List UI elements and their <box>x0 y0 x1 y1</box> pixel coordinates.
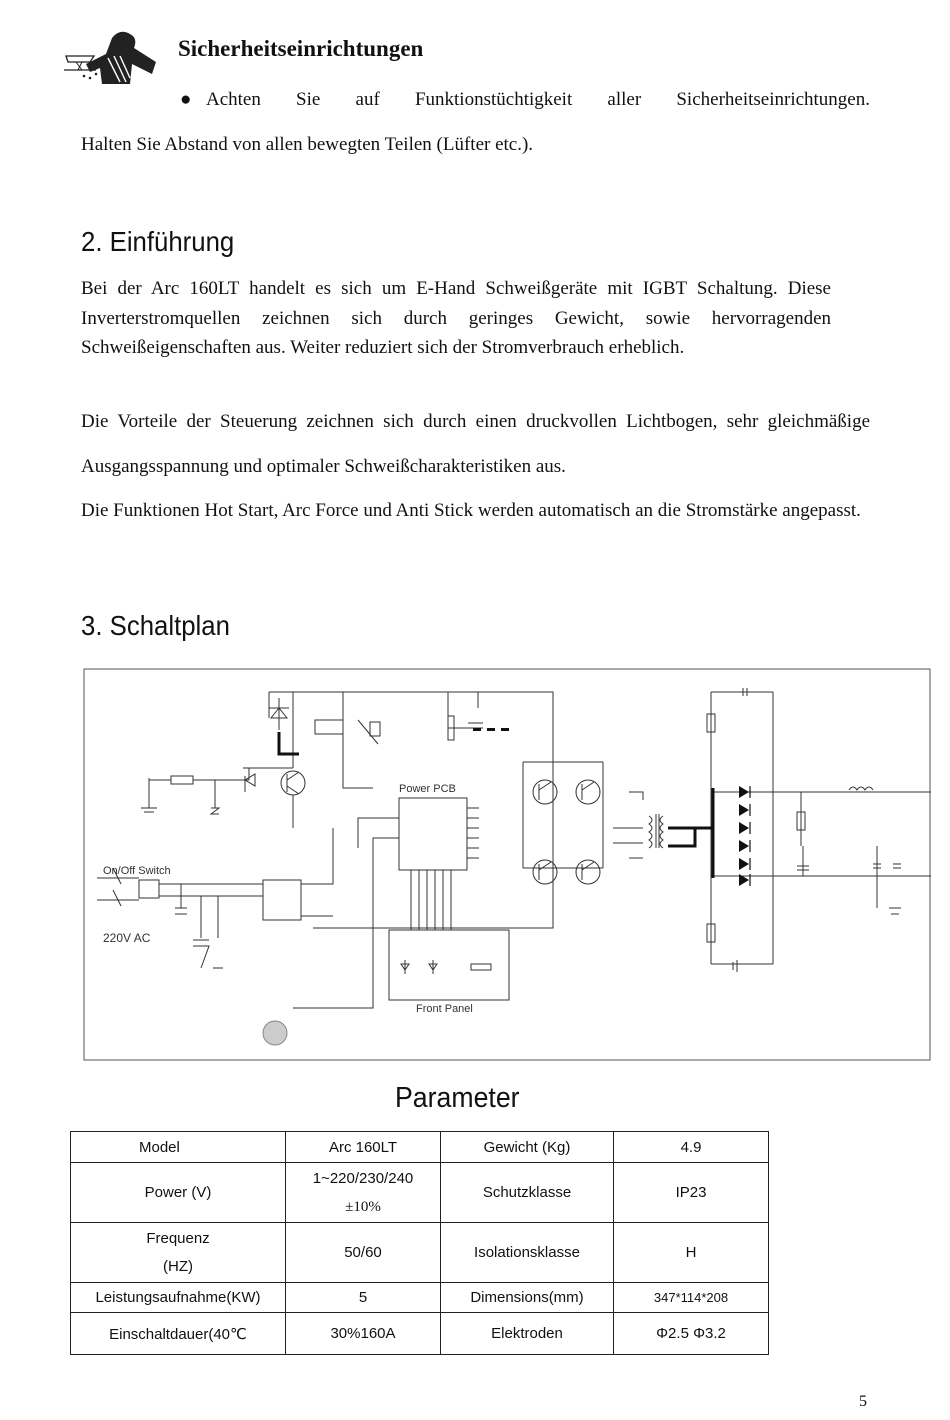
label-on-off-switch: On/Off Switch <box>103 865 171 877</box>
safety-bullet-text: Achten Sie auf Funktionstüchtigkeit aller Sicherheitseinrichtungen. <box>206 89 870 110</box>
frequency-unit: (HZ) <box>163 1257 193 1275</box>
table-cell: 4.9 <box>614 1132 769 1163</box>
table-cell: Schutzklasse <box>441 1163 614 1223</box>
label-220v-ac: 220V AC <box>103 931 151 945</box>
table-cell: H <box>614 1223 769 1283</box>
parameter-table <box>70 1131 769 1355</box>
welder-logo-icon <box>60 28 162 91</box>
safety-section-title: Sicherheitseinrichtungen <box>178 36 424 61</box>
page-number: 5 <box>859 1393 867 1410</box>
parameter-title: Parameter <box>395 1082 520 1114</box>
intro-paragraph-3: Die Funktionen Hot Start, Arc Force und Anti Stick werden automatisch an die Stromstärke angepasst. <box>81 500 861 521</box>
table-cell: Elektroden <box>441 1313 614 1355</box>
table-cell: Model <box>71 1132 286 1163</box>
table-cell: 50/60 <box>286 1223 441 1283</box>
circuit-diagram <box>83 668 931 1067</box>
power-tolerance: ±10% <box>345 1198 381 1215</box>
table-cell: 347*114*208 <box>614 1283 769 1313</box>
bullet-icon: ● <box>180 89 192 110</box>
table-row <box>71 1313 769 1355</box>
safety-text-line: Halten Sie Abstand von allen bewegten Teilen (Lüfter etc.). <box>81 134 534 155</box>
table-cell <box>71 1223 286 1283</box>
table-cell: Leistungsaufnahme(KW) <box>71 1283 286 1313</box>
section-heading-schaltplan: 3. Schaltplan <box>81 610 230 641</box>
table-cell: Arc 160LT <box>286 1132 441 1163</box>
table-row <box>71 1163 769 1223</box>
power-values: 1~220/230/240 <box>312 1169 414 1187</box>
table-cell: Power (V) <box>71 1163 286 1223</box>
table-cell <box>286 1163 441 1223</box>
intro-paragraph-2: Die Vorteile der Steuerung zeichnen sich durch einen druckvollen Lichtbogen, sehr gleichmäßige Ausgangsspannung und optimaler Schweißcharakteristiken aus. <box>81 411 870 477</box>
frequency-label: Frequenz <box>146 1229 210 1247</box>
table-row <box>71 1283 769 1313</box>
label-power-pcb: Power PCB <box>399 783 456 795</box>
table-cell: Φ2.5 Φ3.2 <box>614 1313 769 1355</box>
intro-paragraph-1: Bei der Arc 160LT handelt es sich um E-Hand Schweißgeräte mit IGBT Schaltung. Diese Inverterstromquellen zeichnen sich durch geringes Gewicht, sowie hervorragenden Schweißeigenschaften aus. Weiter reduziert sich der Stromverbrauch erheblich. <box>81 278 831 358</box>
table-cell: Dimensions(mm) <box>441 1283 614 1313</box>
table-cell: Gewicht (Kg) <box>441 1132 614 1163</box>
section-heading-einfuehrung: 2. Einführung <box>81 226 235 257</box>
table-row <box>71 1132 769 1163</box>
table-cell: Isolationsklasse <box>441 1223 614 1283</box>
table-cell: IP23 <box>614 1163 769 1223</box>
table-cell: 5 <box>286 1283 441 1313</box>
label-front-panel: Front Panel <box>416 1003 473 1015</box>
table-row <box>71 1223 769 1283</box>
table-cell: Einschaltdauer(40℃ <box>71 1313 286 1355</box>
table-cell: 30%160A <box>286 1313 441 1355</box>
knob-icon <box>263 1021 287 1045</box>
safety-bullet-item <box>180 89 870 111</box>
